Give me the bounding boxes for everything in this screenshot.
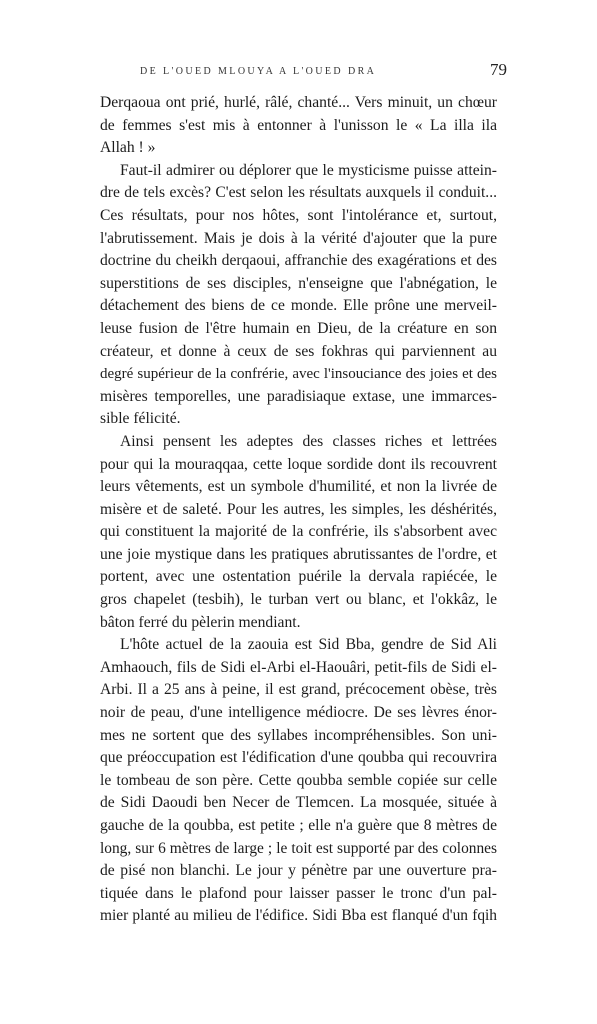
page-number: 79 [490,60,507,79]
text-line: tiquée dans le plafond pour laisser passer le tronc d'un pal- [100,884,497,902]
text-line: créateur, et donne à ceux de ses fokhras qui parviennent au [100,342,497,360]
text-line: une joie mystique dans les pratiques abrutissantes de l'ordre, et [100,545,497,563]
text-line: Allah ! » [100,139,156,157]
text-line: L'hôte actuel de la zaouia est Sid Bba, gendre de Sid Ali [120,636,497,654]
text-line: de Sidi Daoudi ben Necer de Tlemcen. La mosquée, située à [100,794,497,812]
text-line: Arbi. Il a 25 ans à peine, il est grand, précocement obèse, très [100,681,497,699]
text-line: portent, avec une ostentation puérile la dervala rapiécée, le [100,568,497,586]
text-line: Ainsi pensent les adeptes des classes riches et lettrées [120,432,497,450]
text-line: doctrine du cheikh derqaoui, affranchie des exagérations et des [100,252,497,270]
text-line: misères temporelles, une paradisiaque extase, une immarces- [100,387,497,405]
text-line: leurs vêtements, est un symbole d'humilité, et non la livrée de [100,478,497,496]
text-line: l'abrutissement. Mais je dois à la vérité d'ajouter que la pure [100,229,497,247]
running-title: DE L'OUED MLOUYA A L'OUED DRA [140,66,377,77]
text-line: bâton ferré du pèlerin mendiant. [100,613,301,631]
text-line: Amhaouch, fils de Sidi el-Arbi el-Haouâri, petit-fils de Sidi el- [100,658,497,676]
text-line: gauche de la qoubba, est petite ; elle n'a guère que 8 mètres de [100,817,497,834]
body-text [100,92,497,928]
running-head [100,60,507,86]
text-line: détachement des biens de ce monde. Elle prône une merveil- [100,297,497,315]
text-line: sible félicité. [100,410,181,428]
text-line: Derqaoua ont prié, hurlé, râlé, chanté... Vers minuit, un chœur [100,94,497,111]
text-line: superstitions de ses disciples, n'enseigne que l'abnégation, le [100,274,497,292]
text-line: gros chapelet (tesbih), le turban vert ou blanc, et l'okkâz, le [100,591,497,609]
text-line: Faut-il admirer ou déplorer que le mysticisme puisse attein- [120,161,497,179]
text-line: leuse fusion de l'être humain en Dieu, de la créature en son [100,319,497,337]
text-line: degré supérieur de la confrérie, avec l'insouciance des joies et des [100,366,497,383]
text-line: qui constituent la majorité de la confrérie, ils s'absorbent avec [100,523,497,541]
text-line: noir de peau, d'une intelligence médiocre. De ses lèvres énor- [100,704,497,722]
text-line: que préoccupation est l'édification d'une qoubba qui recouvrira [100,749,497,767]
text-line: misère et de saleté. Pour les autres, les simples, les déshérités, [100,500,497,518]
text-line: de femmes s'est mis à entonner à l'unisson le « La illa ila [100,116,497,134]
text-line: pour qui la mouraqqaa, cette loque sordide dont ils recouvrent [100,455,497,473]
text-line: dre de tels excès? C'est selon les résultats auxquels il conduit... [100,184,497,202]
text-line: Ces résultats, pour nos hôtes, sont l'intolérance et, surtout, [100,206,497,224]
text-line: mes ne sortent que des syllabes incompréhensibles. Son uni- [100,726,497,744]
text-line: long, sur 6 mètres de large ; le toit est supporté par des colonnes [100,839,497,857]
text-line: le tombeau de son père. Cette qoubba semble copiée sur celle [100,771,497,789]
text-line: de pisé non blanchi. Le jour y pénètre par une ouverture pra- [100,862,497,880]
text-line: mier planté au milieu de l'édifice. Sidi Bba est flanqué d'un fqih [100,907,497,925]
